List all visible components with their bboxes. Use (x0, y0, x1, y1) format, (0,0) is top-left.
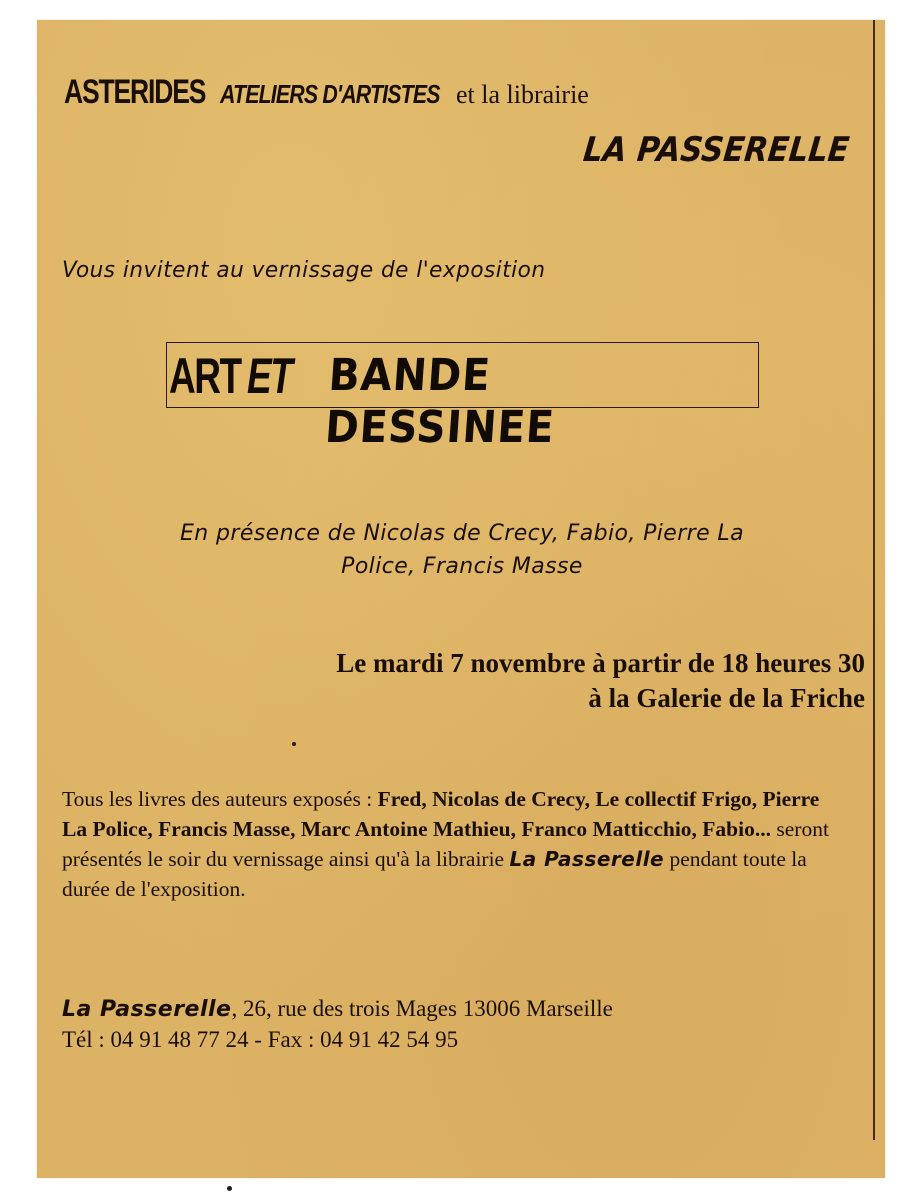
speck (227, 1186, 232, 1191)
phone-fax-line: Tél : 04 91 48 77 24 - Fax : 04 91 42 54 95 (62, 1027, 459, 1052)
title-part-et: ET (247, 348, 292, 404)
books-intro: Tous les livres des auteurs exposés : (62, 787, 378, 811)
speck (292, 742, 296, 746)
title-part-art: ART (169, 348, 241, 404)
presence-text (97, 517, 827, 583)
contact-brand: La Passerelle (62, 997, 232, 1022)
organizer-name: ASTERIDES (64, 73, 206, 111)
organizer-subtitle: ATELIERS D'ARTISTES (219, 79, 440, 109)
books-end: pendant toute la durée de l'exposition. (62, 847, 807, 901)
title-part-bande-dessinee: BANDE DESSINEE (323, 350, 557, 453)
event-date: Le mardi 7 novembre à partir de 18 heures 30 (336, 648, 865, 678)
bookshop-name: LA PASSERELLE (581, 130, 852, 170)
contact-block (62, 994, 613, 1055)
books-authors: Fred, Nicolas de Crecy, Le collectif Frigo, Pierre La Police, Francis Masse, Marc Antoine Mathieu, Franco Matticchio, Fabio... (62, 787, 820, 841)
event-details (336, 646, 865, 716)
address-line (62, 994, 613, 1025)
vertical-rule (873, 20, 875, 1140)
books-paragraph (62, 784, 832, 904)
flyer-paper (37, 20, 885, 1178)
event-venue: à la Galerie de la Friche (588, 683, 865, 713)
presence-line-2: Police, Francis Masse (341, 554, 583, 579)
exhibition-title-box (166, 342, 759, 453)
invitation-line: Vous invitent au vernissage de l'exposition (62, 258, 546, 283)
contact-address: , 26, rue des trois Mages 13006 Marseille (231, 996, 613, 1021)
books-middle: seront présentés le soir du vernissage ainsi qu'à la librairie (62, 817, 829, 871)
books-brand: La Passerelle (509, 847, 665, 871)
presence-line-1: En présence de Nicolas de Crecy, Fabio, Pierre La (180, 521, 744, 546)
header-connector: et la librairie (456, 80, 589, 109)
header-line (64, 72, 589, 115)
